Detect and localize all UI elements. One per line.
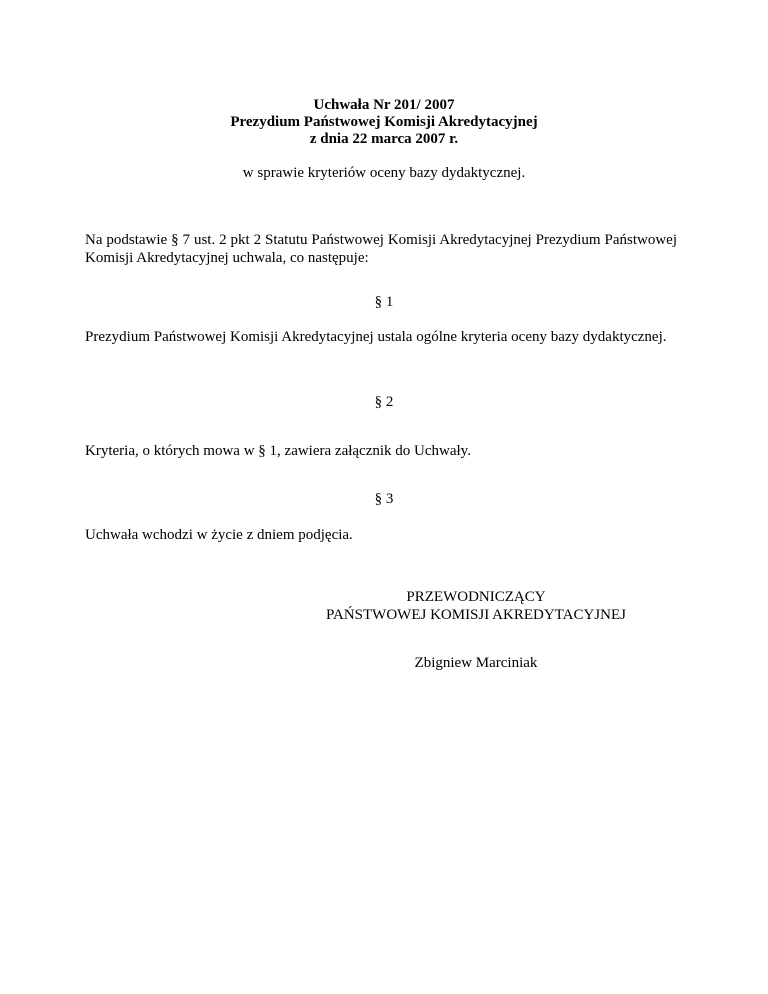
resolution-heading xyxy=(0,97,768,148)
section-text-3: Uchwała wchodzi w życie z dniem podjęcia. xyxy=(85,527,353,543)
section-text-2: Kryteria, o których mowa w § 1, zawiera załącznik do Uchwały. xyxy=(85,443,471,459)
legal-basis-paragraph: Na podstawie § 7 ust. 2 pkt 2 Statutu Państwowej Komisji Akredytacyjnej Prezydium Państwowej Komisji Akredytacyjnej uchwala, co następuje: xyxy=(85,232,677,266)
resolution-number: Uchwała Nr 201/ 2007 xyxy=(313,97,455,113)
section-mark-2: § 2 xyxy=(374,394,394,410)
section-mark-3: § 3 xyxy=(374,491,394,507)
issuing-body: Prezydium Państwowej Komisji Akredytacyjnej xyxy=(230,114,538,130)
section-text-1: Prezydium Państwowej Komisji Akredytacyjnej ustala ogólne kryteria oceny bazy dydaktycznej. xyxy=(85,329,667,345)
signatory-name: Zbigniew Marciniak xyxy=(414,655,538,671)
section-mark-1: § 1 xyxy=(374,294,394,310)
resolution-date: z dnia 22 marca 2007 r. xyxy=(309,131,459,147)
resolution-subject: w sprawie kryteriów oceny bazy dydaktycznej. xyxy=(242,165,526,181)
signatory-title-line2: PAŃSTWOWEJ KOMISJI AKREDYTACYJNEJ xyxy=(326,607,626,623)
signatory-title-line1: PRZEWODNICZĄCY xyxy=(406,589,546,605)
signatory-title xyxy=(300,588,652,624)
